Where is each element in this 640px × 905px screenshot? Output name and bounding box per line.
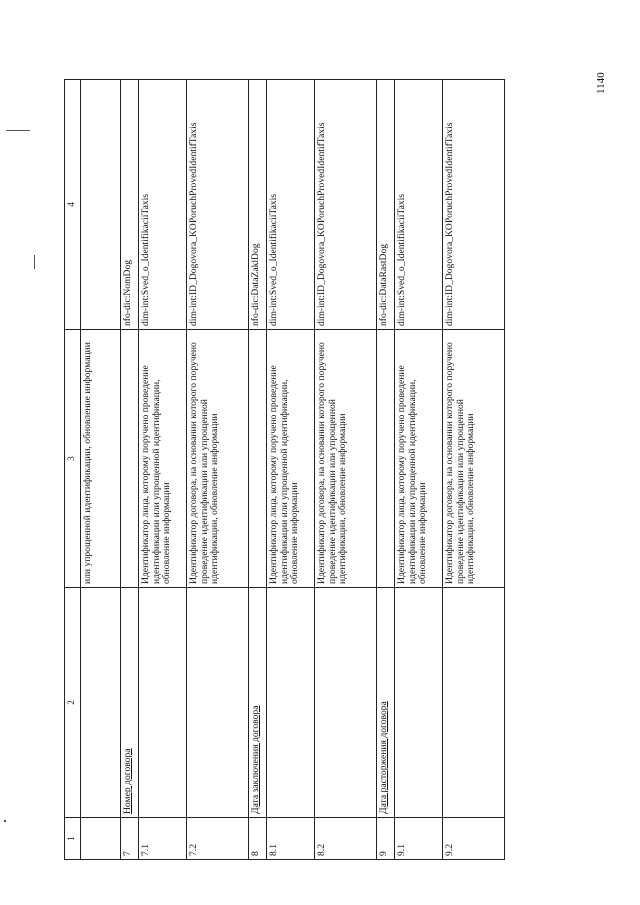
row-code: dim-int:ID_Dogovora_KOPoruchProvedIdentifTaxis bbox=[315, 80, 377, 330]
row-description: или упрощенной идентификации, обновление информации bbox=[81, 330, 121, 588]
row-number: 8 bbox=[249, 818, 267, 860]
row-description: Идентификатор договора, на основании которого поручено проведение идентификации или упрощенной идентификации, обновление информации bbox=[443, 330, 505, 588]
table-row bbox=[121, 80, 139, 860]
header-col-1: 1 bbox=[65, 818, 81, 860]
rotated-table-wrapper bbox=[64, 80, 484, 860]
row-code: dim-int:Sved_o_IdentifikaciiTaxis bbox=[267, 80, 315, 330]
scan-mark-mid bbox=[34, 255, 35, 269]
row-code: nfo-dic:DataZaklDog bbox=[249, 80, 267, 330]
header-col-3: 3 bbox=[65, 330, 81, 588]
table-row bbox=[249, 80, 267, 860]
row-name bbox=[187, 588, 249, 818]
row-number: 8.2 bbox=[315, 818, 377, 860]
row-name: Дата расторжения договора bbox=[377, 588, 395, 818]
classification-table bbox=[64, 79, 505, 860]
row-code: nfo-dic:NomDog bbox=[121, 80, 139, 330]
table-row bbox=[315, 80, 377, 860]
table-row bbox=[395, 80, 443, 860]
row-number: 9 bbox=[377, 818, 395, 860]
row-description: Идентификатор лица, которому поручено проведение идентификации или упрощенной идентификации, обновление информации bbox=[395, 330, 443, 588]
row-number: 7 bbox=[121, 818, 139, 860]
row-code: dim-int:ID_Dogovora_KOPoruchProvedIdentifTaxis bbox=[187, 80, 249, 330]
header-col-4: 4 bbox=[65, 80, 81, 330]
table-row bbox=[81, 80, 121, 860]
row-number bbox=[81, 818, 121, 860]
row-code: dim-int:ID_Dogovora_KOPoruchProvedIdentifTaxis bbox=[443, 80, 505, 330]
row-code bbox=[81, 80, 121, 330]
row-name bbox=[81, 588, 121, 818]
row-name bbox=[395, 588, 443, 818]
table-row bbox=[139, 80, 187, 860]
row-number: 9.1 bbox=[395, 818, 443, 860]
row-name bbox=[315, 588, 377, 818]
row-number: 7.1 bbox=[139, 818, 187, 860]
table-row bbox=[267, 80, 315, 860]
page-number: 1140 bbox=[595, 72, 607, 94]
row-description bbox=[121, 330, 139, 588]
row-name: Номер договора bbox=[121, 588, 139, 818]
row-name bbox=[267, 588, 315, 818]
row-description bbox=[249, 330, 267, 588]
row-name: Дата заключения договора bbox=[249, 588, 267, 818]
row-description bbox=[377, 330, 395, 588]
row-description: Идентификатор договора, на основании которого поручено проведение идентификации или упрощенной идентификации, обновление информации bbox=[315, 330, 377, 588]
row-description: Идентификатор договора, на основании которого поручено проведение идентификации или упрощенной идентификации, обновление информации bbox=[187, 330, 249, 588]
row-number: 7.2 bbox=[187, 818, 249, 860]
row-code: dim-int:Sved_o_IdentifikaciiTaxis bbox=[139, 80, 187, 330]
table-row bbox=[377, 80, 395, 860]
table-row bbox=[187, 80, 249, 860]
row-description: Идентификатор лица, которому поручено проведение идентификации или упрощенной идентификации, обновление информации bbox=[267, 330, 315, 588]
header-row bbox=[65, 80, 81, 860]
row-description: Идентификатор лица, которому поручено проведение идентификации или упрощенной идентификации, обновление информации bbox=[139, 330, 187, 588]
row-code: dim-int:Sved_o_IdentifikaciiTaxis bbox=[395, 80, 443, 330]
scan-mark-top bbox=[6, 130, 30, 131]
row-code: nfo-dic:DataRastDog bbox=[377, 80, 395, 330]
row-name bbox=[139, 588, 187, 818]
row-number: 9.2 bbox=[443, 818, 505, 860]
header-col-2: 2 bbox=[65, 588, 81, 818]
table-row bbox=[443, 80, 505, 860]
scan-mark-dot bbox=[4, 820, 6, 822]
row-number: 8.1 bbox=[267, 818, 315, 860]
row-name bbox=[443, 588, 505, 818]
